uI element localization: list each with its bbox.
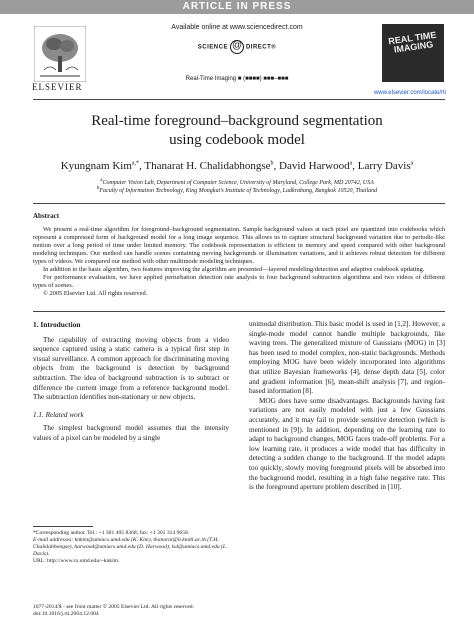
sciencedirect-logo xyxy=(180,40,294,54)
available-online-text: Available online at www.sciencedirect.com xyxy=(171,24,303,31)
affiliation xyxy=(0,186,474,194)
subsection-heading-related-work: 1.1. Related work xyxy=(33,410,84,419)
author-name: Thanarat H. Chalidabhongse xyxy=(144,160,271,172)
journal-cover-logo xyxy=(382,24,444,82)
author-sup: b xyxy=(270,160,274,167)
elsevier-tree-logo xyxy=(34,26,86,82)
abstract-top-divider xyxy=(33,203,445,204)
body-paragraph: The capability of extracting moving objects from a video sequence captured using a static camera is a typical first step in visual surveillance. A common approach for discriminating moving objects from the background is detection by background subtraction. The idea of background subtraction is to subtract or difference the current image from a reference background model. The subtraction identifies non-stationary or new objects. xyxy=(33,335,229,402)
footnote-block xyxy=(33,530,229,565)
author-sup: a,* xyxy=(131,160,140,167)
affiliation-sup: b xyxy=(96,186,100,191)
abstract-bottom-divider xyxy=(33,311,445,312)
author-list: Kyungnam Kim$^{a,*}$, Thanarat H. Chalidabhongse$^b$, David Harwood$^a$, Larry Davis$^a$ xyxy=(60,160,414,172)
registered-mark: ® xyxy=(271,44,277,51)
article-title xyxy=(0,112,474,150)
abstract-paragraph: We present a real-time algorithm for foreground–background segmentation. Sample background values at each pixel are quantized into codebooks which represent a compressed form of background model for a long image sequence. This allows us to capture structural background variation due to periodic-like motion over a long period of time under limited memory. The codebook representation is efficient in memory and speed compared with other background modeling techniques. Our method can handle scenes containing moving backgrounds or illumination variations, and it achieves robust detection for different types of videos. We compared our method with other multimode modeling techniques. xyxy=(33,226,445,265)
abstract-paragraph: In addition to the basic algorithm, two features improving the algorithm are presented—layered modeling/detection and adaptive codebook updating. xyxy=(43,266,425,273)
title-line-1: Real-time foreground–background segmentation xyxy=(91,113,383,129)
author-name: Larry Davis xyxy=(357,160,411,172)
body-paragraph: The simplest background model assumes that the intensity values of a pixel can be modeled by a single xyxy=(33,424,229,442)
at-sign-icon xyxy=(230,40,244,54)
author-sup: a xyxy=(349,160,353,167)
footnote-divider xyxy=(33,526,93,527)
email-addresses: E-mail addresses: knkim@umiacs.umd.edu (K. Kim), thanarat@it.kmitl.ac.th (T.H. Chalidabhongse), harwood@umiacs.umd.edu (D. Harwood), lsd@umiacs.umd.edu (L. Davis). xyxy=(33,537,228,557)
publisher-name: ELSEVIER xyxy=(32,82,83,92)
author-name: Kyungnam Kim xyxy=(60,160,132,172)
author-name: David Harwood xyxy=(279,160,350,172)
journal-cover-text: REAL TIME IMAGING xyxy=(387,29,437,55)
section-heading-introduction: 1. Introduction xyxy=(33,320,81,329)
journal-citation-line: Real-Time Imaging ■ (■■■■) ■■■–■■■ xyxy=(185,76,289,82)
author-url: URL: http://www.cs.umd.edu/~knkim. xyxy=(33,558,120,564)
sciencedirect-right-text: DIRECT xyxy=(245,44,272,51)
affiliation-text: Computer Vision Lab, Department of Computer Science, University of Maryland, College Park, MD 20742, USA xyxy=(102,180,374,186)
title-line-2: using codebook model xyxy=(169,132,305,148)
front-matter-info xyxy=(33,604,229,618)
affiliation-text: Faculty of Information Technology, King Mongkut’s Institute of Technology, Ladkrabang, Bangkok 10520, Thailand xyxy=(99,188,378,194)
sciencedirect-left-text: SCIENCE xyxy=(197,44,228,51)
author-sup: a xyxy=(410,160,414,167)
abstract-paragraph: For performance evaluation, we have applied perturbation detection rate analysis to four background subtraction algorithms and two videos of different types of scenes. xyxy=(33,274,445,289)
article-in-press-banner: ARTICLE IN PRESS xyxy=(0,0,474,14)
doi-line: doi:10.1016/j.rti.2004.12.004 xyxy=(33,611,99,617)
affiliation xyxy=(0,178,474,186)
journal-url-link[interactable]: www.elsevier.com/locate/rti xyxy=(373,90,446,96)
corresponding-author-note: *Corresponding author. Tel.: +1 301 405 8368; fax: +1 301 314 9658. xyxy=(33,530,190,536)
abstract-heading: Abstract xyxy=(33,212,60,220)
right-column xyxy=(249,320,445,493)
body-paragraph: MOG does have some disadvantages. Backgrounds having fast variations are not easily modeled with just a few Gaussians accurately, and it may fail to provide sensitive detection (which is mentioned in [9]). In addition, depending on the learning rate to adapt to background changes, MOG faces trade-off problems. For a low learning rate, it produces a wide model that has difficulty in detecting a sudden change to the background. If the model adapts too quickly, slowly moving foreground pixels will be absorbed into the background model, resulting in a high false negative rate. This is the foreground aperture problem described in [10]. xyxy=(249,396,445,492)
copyright-line: © 2005 Elsevier Ltd. All rights reserved. xyxy=(43,290,148,297)
header-divider xyxy=(33,99,445,100)
abstract-body xyxy=(33,226,445,298)
left-column xyxy=(33,320,229,444)
affiliation-sup: a xyxy=(100,178,103,183)
body-paragraph: unimodal distribution. This basic model is used in [1,2]. However, a single-mode model cannot handle multiple backgrounds, like waving trees. The generalized mixture of Gaussians (MOG) in [3] has been used to model complex, non-static backgrounds. Methods employing MOG have been widely incorporated into algorithms that utilize Bayesian frameworks [4], dense depth data [5], color and gradient information [6], mean-shift analysis [7], and region-based information [8]. xyxy=(249,320,445,396)
issn-line: 1077-2014/$ - see front matter © 2005 Elsevier Ltd. All rights reserved. xyxy=(33,604,194,610)
